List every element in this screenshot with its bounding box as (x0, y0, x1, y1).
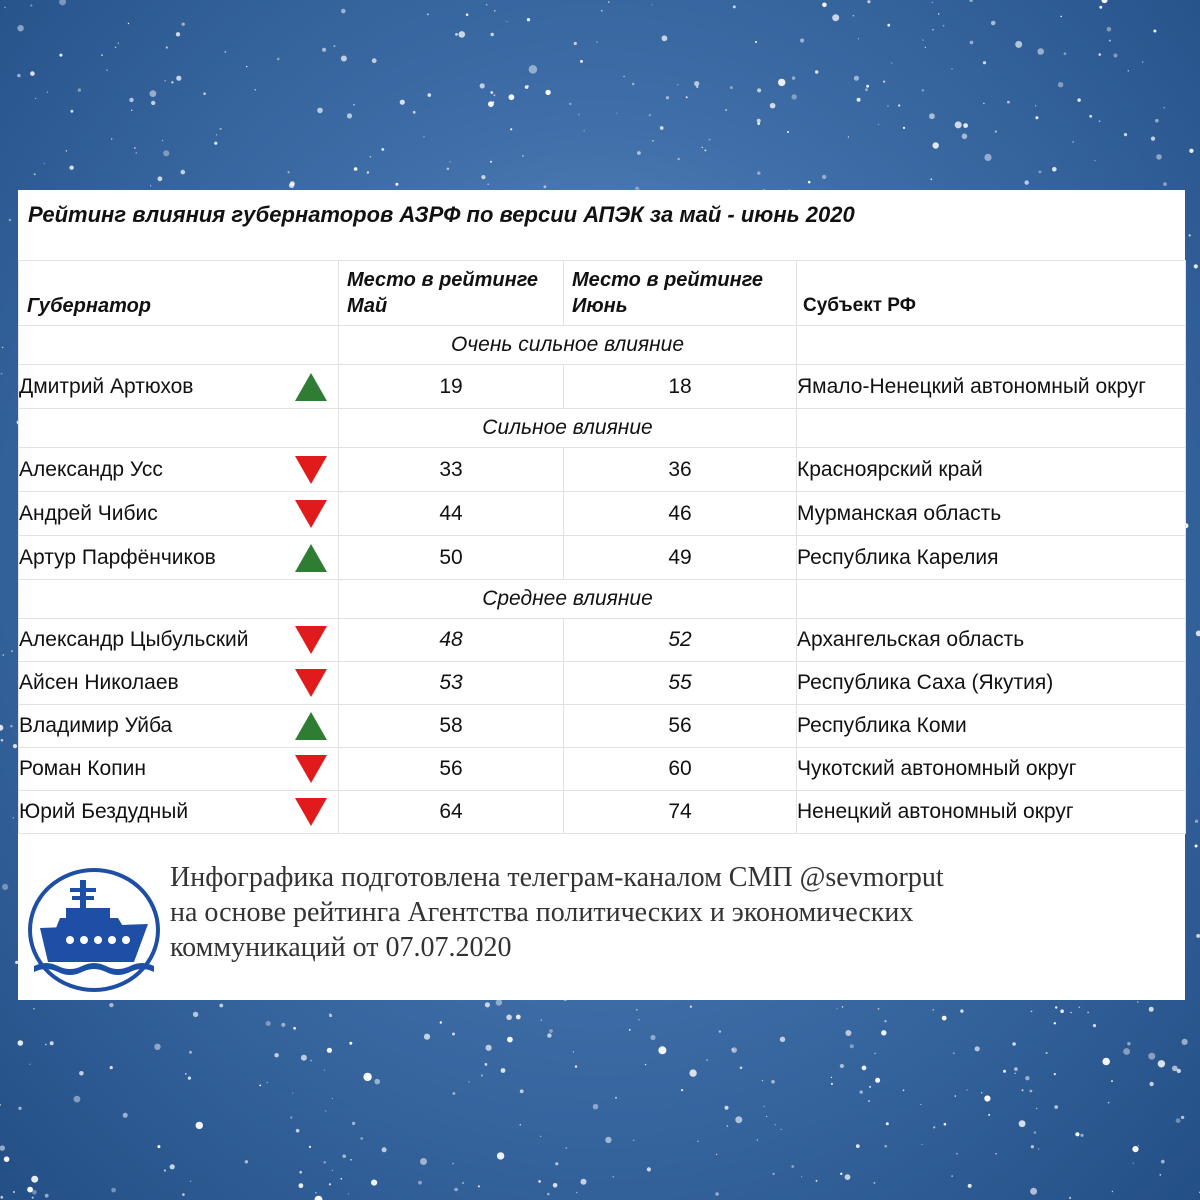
category-row (19, 580, 1186, 619)
header-governor: Губернатор (19, 261, 339, 326)
table-header-row (19, 261, 1186, 326)
may-rank: 48 (339, 619, 564, 662)
june-rank: 56 (564, 705, 797, 748)
june-rank: 55 (564, 662, 797, 705)
trend-up-icon (294, 372, 328, 402)
region-cell: Ненецкий автономный округ (797, 791, 1186, 834)
governor-name: Дмитрий Артюхов (19, 374, 194, 398)
region-cell: Архангельская область (797, 619, 1186, 662)
region-cell: Ямало-Ненецкий автономный округ (797, 365, 1186, 409)
governor-name: Артур Парфёнчиков (19, 545, 216, 569)
footer (18, 858, 1185, 1000)
region-cell: Красноярский край (797, 448, 1186, 492)
region-cell: Республика Саха (Якутия) (797, 662, 1186, 705)
may-rank: 58 (339, 705, 564, 748)
footer-line: на основе рейтинга Агентства политических и экономических (170, 897, 914, 928)
trend-down-icon (294, 754, 328, 784)
empty-cell (797, 580, 1186, 619)
chart-title: Рейтинг влияния губернаторов АЗРФ по версии АПЭК за май - июнь 2020 (28, 202, 855, 227)
table-row (19, 448, 1186, 492)
table-row (19, 705, 1186, 748)
header-june: Место в рейтинге Июнь (564, 261, 797, 326)
empty-cell (797, 326, 1186, 365)
governor-cell (19, 791, 339, 834)
governor-name: Андрей Чибис (19, 501, 158, 525)
header-may: Место в рейтинге Май (339, 261, 564, 326)
june-rank: 18 (564, 365, 797, 409)
table-row (19, 619, 1186, 662)
region-cell: Чукотский автономный округ (797, 748, 1186, 791)
trend-down-icon (294, 455, 328, 485)
trend-down-icon (294, 668, 328, 698)
june-rank: 49 (564, 536, 797, 580)
infographic-card (18, 190, 1185, 1000)
rating-table (18, 260, 1186, 834)
governor-name: Юрий Бездудный (19, 800, 189, 823)
may-rank: 33 (339, 448, 564, 492)
june-rank: 74 (564, 791, 797, 834)
may-rank: 56 (339, 748, 564, 791)
governor-cell (19, 492, 339, 536)
governor-cell (19, 705, 339, 748)
category-label: Среднее влияние (339, 580, 797, 619)
table-row (19, 536, 1186, 580)
region-cell: Республика Коми (797, 705, 1186, 748)
governor-name: Айсен Николаев (19, 671, 179, 694)
june-rank: 46 (564, 492, 797, 536)
governor-cell (19, 365, 339, 409)
may-rank: 44 (339, 492, 564, 536)
header-region: Субъект РФ (797, 261, 1186, 326)
trend-up-icon (294, 711, 328, 741)
governor-name: Владимир Уйба (19, 714, 173, 737)
governor-name: Роман Копин (19, 757, 146, 780)
table-row (19, 365, 1186, 409)
table-row (19, 492, 1186, 536)
trend-down-icon (294, 797, 328, 827)
governor-cell (19, 662, 339, 705)
region-cell: Республика Карелия (797, 536, 1186, 580)
category-label: Сильное влияние (339, 409, 797, 448)
empty-cell (19, 580, 339, 619)
category-row (19, 326, 1186, 365)
may-rank: 50 (339, 536, 564, 580)
footer-line: Инфографика подготовлена телеграм-каналом СМП @sevmorput (170, 862, 944, 893)
category-label: Очень сильное влияние (339, 326, 797, 365)
category-row (19, 409, 1186, 448)
table-row (19, 662, 1186, 705)
trend-down-icon (294, 625, 328, 655)
governor-cell (19, 748, 339, 791)
june-rank: 52 (564, 619, 797, 662)
governor-cell (19, 448, 339, 492)
may-rank: 53 (339, 662, 564, 705)
empty-cell (19, 326, 339, 365)
footer-line: коммуникаций от 07.07.2020 (170, 932, 512, 963)
may-rank: 19 (339, 365, 564, 409)
table-row (19, 791, 1186, 834)
region-cell: Мурманская область (797, 492, 1186, 536)
table-body (19, 326, 1186, 834)
june-rank: 36 (564, 448, 797, 492)
footer-text (170, 860, 944, 965)
governor-cell (19, 536, 339, 580)
icebreaker-ship-icon (26, 866, 162, 994)
governor-name: Александр Усс (19, 457, 163, 481)
governor-cell (19, 619, 339, 662)
june-rank: 60 (564, 748, 797, 791)
trend-down-icon (294, 499, 328, 529)
table-row (19, 748, 1186, 791)
governor-name: Александр Цыбульский (19, 628, 249, 651)
may-rank: 64 (339, 791, 564, 834)
trend-up-icon (294, 543, 328, 573)
empty-cell (19, 409, 339, 448)
empty-cell (797, 409, 1186, 448)
